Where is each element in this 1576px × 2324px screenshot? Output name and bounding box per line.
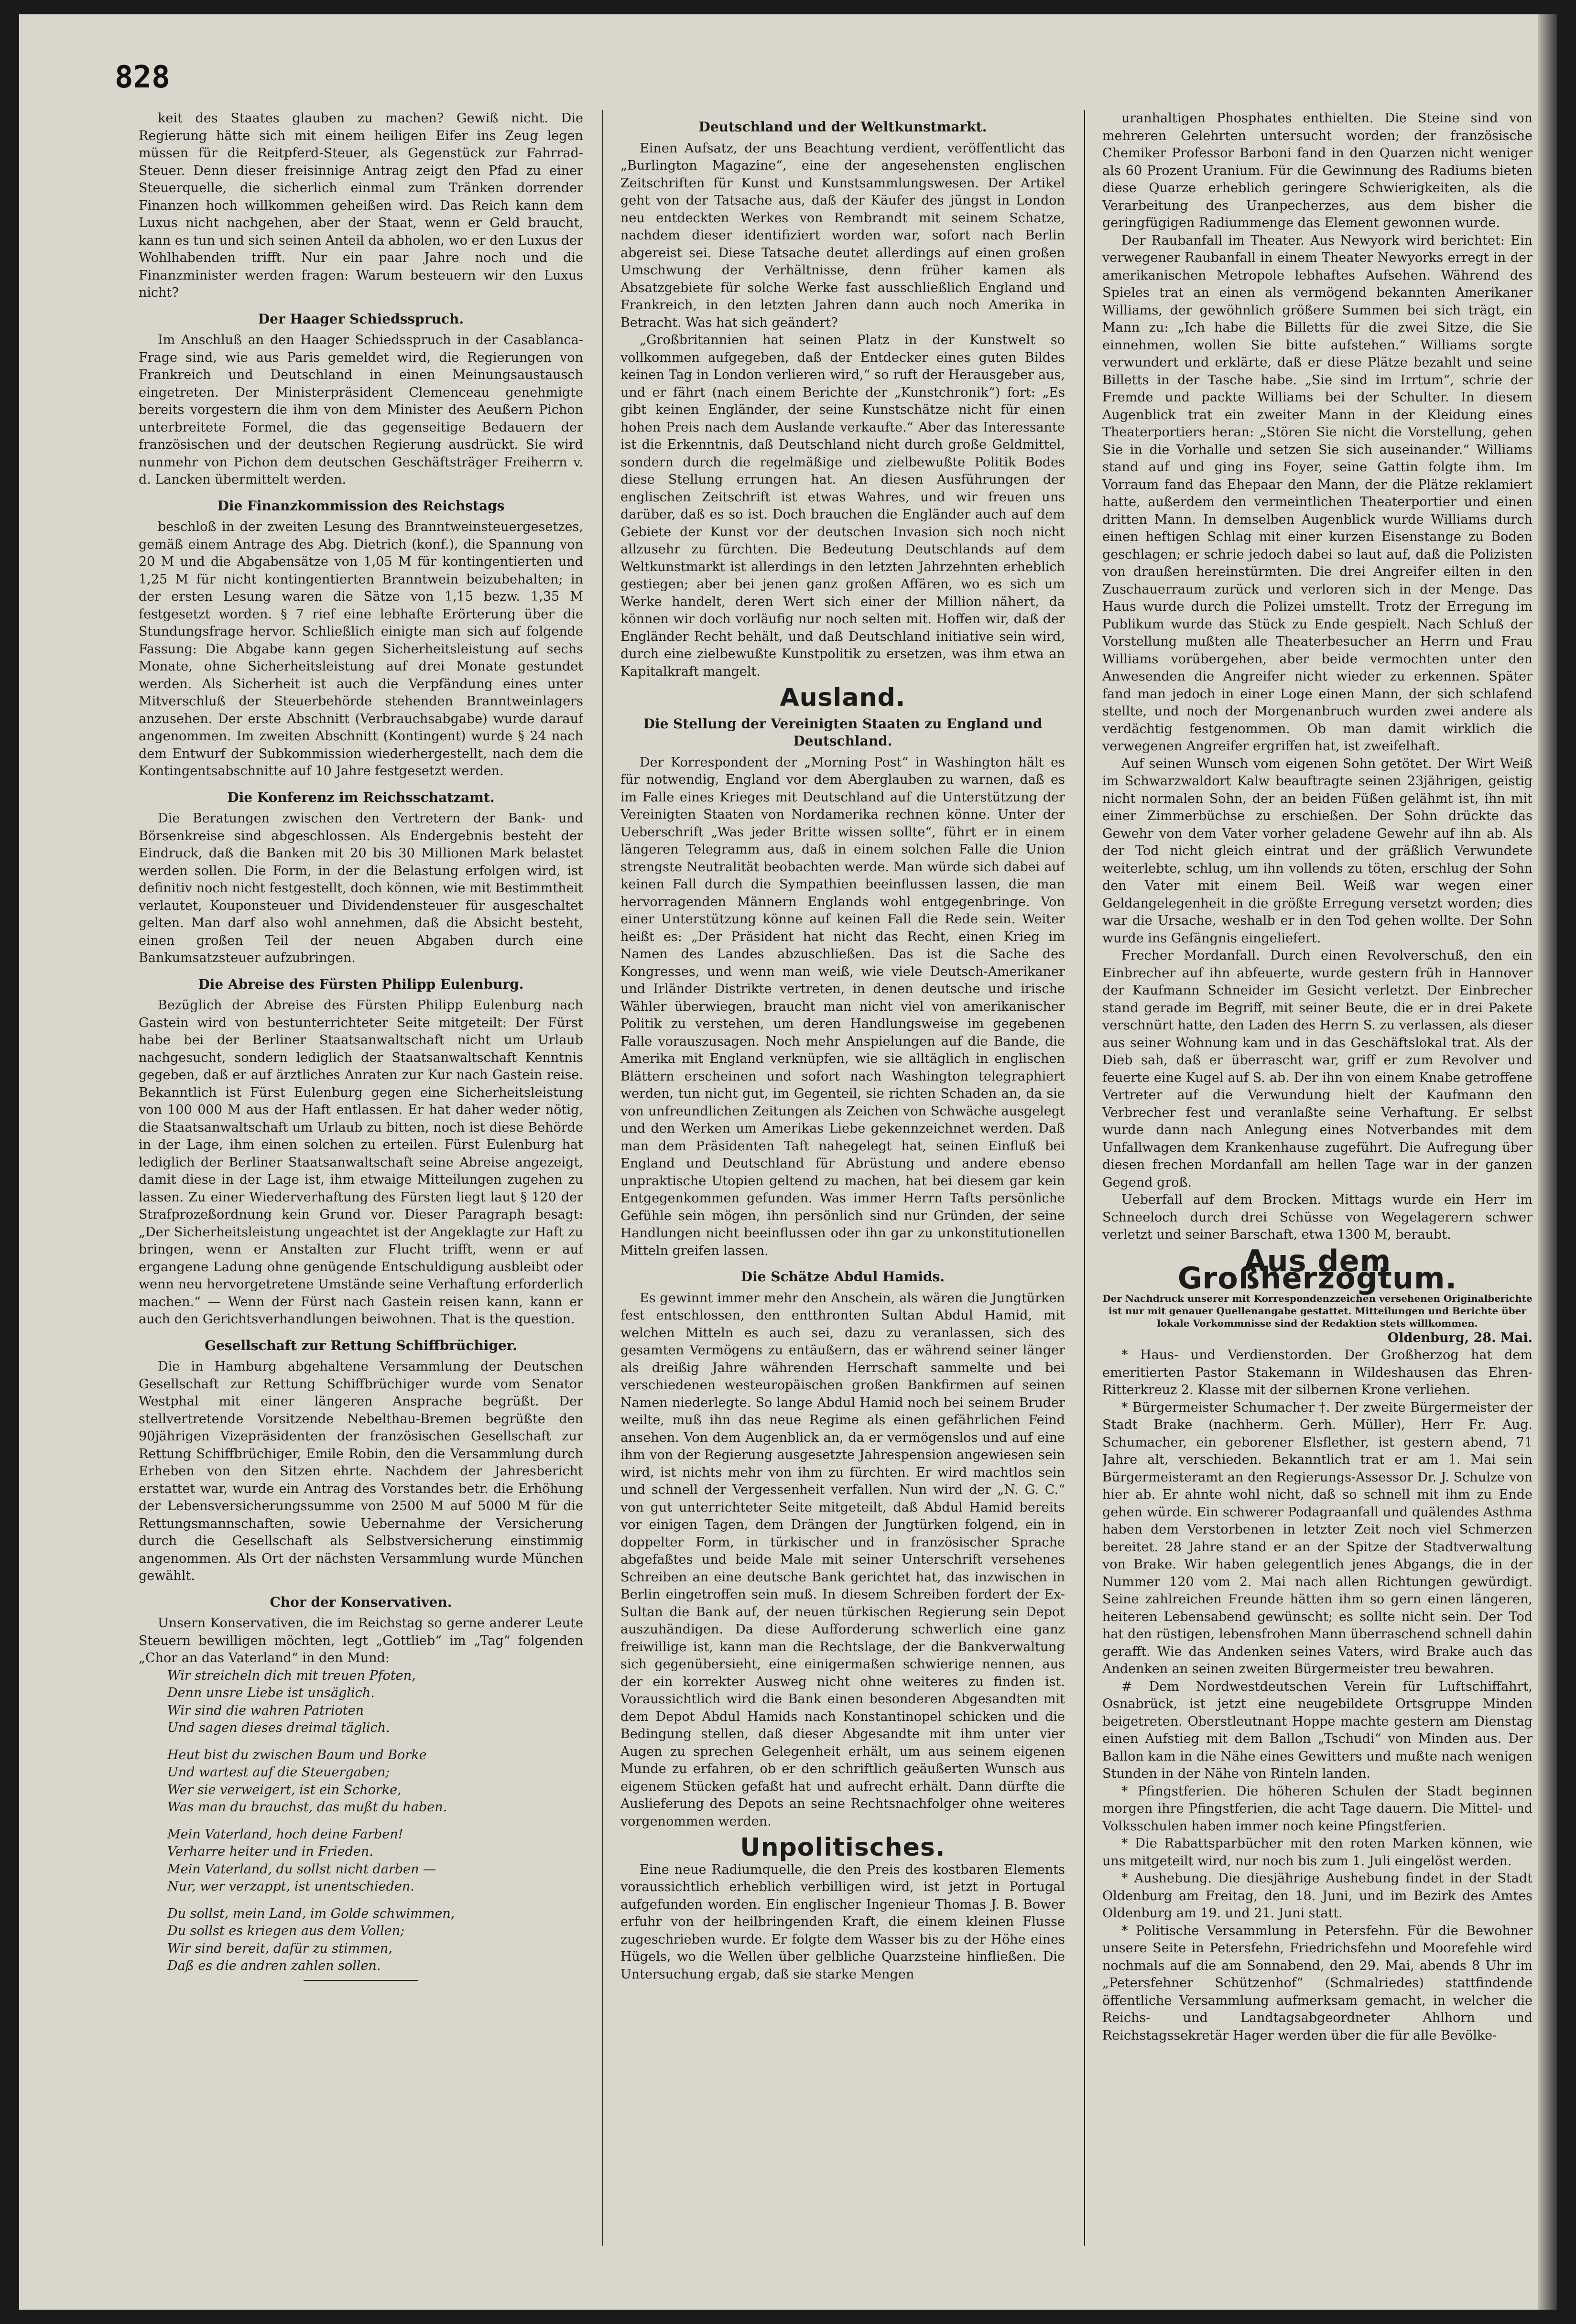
article-paragraph: Der Raubanfall im Theater. Aus Newyork wird berichtet: Ein verwegener Raubanfall in einem Theater Newyorks erregt in der amerikanischen Metropole lebhaftes Aufsehen. Während des Spieles trat an einen als vermögend bekannten Amerikaner Williams, der gewöhnlich größere Summen bei sich trägt, ein Mann zu: „Ich habe die Billetts für die zwei Sitze, die Sie einnehmen, wollen Sie bitte aufstehen.“ Williams sorgte verwundert und erklärte, daß er diese Plätze bezahlt und seine Billetts in der Tasche habe. „Sie sind im Irrtum“, schrie der Fremde und packte Williams bei der Schulter. In diesem Augenblick trat ein zweiter Mann in der Kleidung eines Theaterportiers heran: „Stören Sie nicht die Vorstellung, gehen Sie in die Vorhalle und setzen Sie sich auseinander.“ Williams stand auf und ging ins Foyer, seine Gattin folgte ihm. Im Vorraum fand das Ehepaar den Mann, der die Plätze reklamiert hatte, außerdem den vermeintlichen Theaterportier und einen dritten Mann. In demselben Augenblick wurde Williams durch einen heftigen Schlag mit einer kurzen Eisenstange zu Boden geschlagen; er schrie jedoch dabei so laut auf, daß die Polizisten von draußen hereinstürmten. Die drei Angreifer eilten in den Zuschauerraum zurück und verloren sich in der Menge. Das Haus wurde durch die Polizei umstellt. Trotz der Erregung im Publikum wurde das Stück zu Ende gespielt. Nach Schluß der Vorstellung mußten alle Theaterbesucher an Herrn und Frau Williams vorübergehen, aber beide vermochten unter den Anwesenden die Angreifer nicht wieder zu erkennen. Später fand man jedoch in einer Loge einen Mann, der sich schlafend stellte, und noch der Morgenanbruch wurden zwei andere als verdächtig festgenommen. Ob man damit wirklich die verwegenen Angreifer ergriffen hat, ist zweifelhaft.	[1102, 233, 1533, 754]
article-paragraph: # Dem Nordwestdeutschen Verein für Luftschiffahrt, Osnabrück, ist jetzt eine neugebildete Ortsgruppe Minden beigetreten. Oberstleutnant Hoppe machte gestern am Dienstag einen Aufstieg mit dem Ballon „Tschudi“ von Minden aus. Der Ballon kam in die Nähe eines Gewitters und mußte nach wenigen Stunden in der Nähe von Rinteln landen.	[1102, 1679, 1533, 1781]
article-paragraph: beschloß in der zweiten Lesung des Branntweinsteuergesetzes, gemäß einem Antrage des Abg. Dietrich (konf.), die Spannung von 20 M und die Abgabensätze von 1,05 M für kontingentierten und 1,25 M für nicht kontingentierten Branntwein beizubehalten; in der ersten Lesung waren die Sätze von 1,15 bezw. 1,35 M festgesetzt worden. § 7 rief eine lebhafte Erörterung über die Stundungsfrage hervor. Schließlich einigte man sich auf folgende Fassung: Die Abgabe kann gegen Sicherheitsleistung auf sechs Monate, ohne Sicherheitsleistung auf drei Monate gestundet werden. Als Sicherheit ist auch die Verpfändung eines unter Mitverschluß der Steuerbehörde stehenden Branntweinlagers anzusehen. Der erste Abschnitt (Verbrauchsabgabe) wurde darauf angenommen. Im zweiten Abschnitt (Kontingent) wurde § 24 nach dem Entwurf der Subkommission wiederhergestellt, nach dem die Kontingentsabschnitte auf 10 Jahre festgesetzt werden.	[139, 519, 583, 778]
article-paragraph: uranhaltigen Phosphates enthielten. Die Steine sind von mehreren Gelehrten untersucht worden; der französische Chemiker Professor Barboni fand in den Quarzen nicht weniger als 60 Prozent Uranium. Für die Gewinnung des Radiums bieten diese Quarze erheblich geringere Schwierigkeiten, als die Verarbeitung des Uranpecherzes, aus dem bisher die geringfügigen Radiummenge das Element gewonnen wurde.	[1102, 111, 1533, 230]
article-paragraph: * Haus- und Verdienstorden. Der Großherzog hat dem emeritierten Pastor Stakemann in Wildeshausen das Ehren-Ritterkreuz 2. Klasse mit der silbernen Krone verliehen.	[1102, 1348, 1533, 1397]
column-right	[1102, 110, 1533, 2251]
poem-line: Denn unsre Liebe ist unsäglich.	[167, 1686, 375, 1700]
poem-line: Du sollst, mein Land, im Golde schwimmen,	[167, 1906, 455, 1921]
article-heading: Deutschland und der Weltkunstmarkt.	[698, 119, 987, 135]
end-rule	[304, 1980, 418, 1981]
column-divider	[602, 110, 603, 2246]
poem	[139, 1667, 583, 1975]
poem-line: Daß es die andren zahlen sollen.	[167, 1958, 381, 1973]
article-paragraph: Bezüglich der Abreise des Fürsten Philipp Eulenburg nach Gastein wird von bestunterrichteter Seite mitgeteilt: Der Fürst habe bei der Berliner Staatsanwaltschaft nicht um Urlaub nachgesucht, sondern lediglich der Staatsanwaltschaft Kenntnis gegeben, daß er auf ärztliches Anraten zur Kur nach Gastein reise. Bekanntlich ist Fürst Eulenburg gegen eine Sicherheitsleistung von 100 000 M aus der Haft entlassen. Er hat daher weder nötig, die Staatsanwaltschaft um Urlaub zu bitten, noch ist diese Behörde in der Lage, ihm einen solchen zu erteilen. Fürst Eulenburg hat lediglich der Berliner Staatsanwaltschaft seine Abreise angezeigt, damit diese in der Lage ist, ihm etwaige Mitteilungen zugehen zu lassen. Zu einer Wiederverhaftung des Fürsten liegt laut § 120 der Strafprozeßordnung kein Grund vor. Dieser Paragraph besagt: „Der Sicherheitsleistung ungeachtet ist der Angeklagte zur Haft zu bringen, wenn er Anstalten zur Flucht trifft, wenn er auf ergangene Ladung ohne genügende Entschuldigung ausbleibt oder wenn neu hervorgetretene Umstände seine Verhaftung erforderlich machen.“ — Wenn der Fürst nach Gastein reisen kann, kann er auch den Gerichtsverhandlungen beiwohnen. That is the question.	[139, 998, 583, 1327]
poem-line: Wir sind die wahren Patrioten	[167, 1703, 364, 1718]
poem-line: Mein Vaterland, hoch deine Farben!	[167, 1827, 403, 1842]
section-heading-grossherzogtum: Aus dem Großherzogtum.	[1177, 1243, 1457, 1296]
poem-line: Nur, wer verzappt, ist unentschieden.	[167, 1879, 414, 1894]
book-spine-shadow	[1538, 14, 1557, 2310]
newspaper-page	[19, 14, 1557, 2310]
article-heading: Gesellschaft zur Rettung Schiffbrüchiger.	[205, 1337, 517, 1353]
article-paragraph: Frecher Mordanfall. Durch einen Revolverschuß, den ein Einbrecher auf ihn abfeuerte, wurde gestern früh in Hannover der Kaufmann Schneider im Gesicht verletzt. Der Einbrecher stand gerade im Begriff, mit seiner Beute, die er in drei Pakete verschnürt hatte, den Laden des Herrn S. zu verlassen, als dieser aus seiner Wohnung kam und in das Geschäftslokal trat. Als der Dieb sah, daß er überrascht war, griff er zum Revolver und feuerte eine Kugel auf S. ab. Der ihn von einem Knabe getroffene Vertreter auf die Verwundung hielt der Kaufmann den Verbrecher fest und veranlaßte seine Verhaftung. Er selbst wurde dann nach Anlegung eines Notverbandes mit dem Unfallwagen dem Krankenhause zugeführt. Die Aufregung über diesen frechen Mordanfall am hellen Tage war in der ganzen Gegend groß.	[1102, 948, 1533, 1190]
column-middle	[620, 110, 1065, 2251]
article-paragraph: Eine neue Radiumquelle, die den Preis des kostbaren Elements voraussichtlich erheblich verbilligen wird, ist jetzt in Portugal aufgefunden worden. Ein englischer Ingenieur Thomas J. B. Bower erfuhr von der heilbringenden Kraft, die einem kleinen Flusse zugeschrieben wurde. Er folgte dem Wasser bis zu der Höhe eines Hügels, wo die Wellen über gelbliche Quarzsteine hinfließen. Die Untersuchung ergab, daß sie starke Mengen	[620, 1862, 1065, 1982]
article-paragraph: Die Beratungen zwischen den Vertretern der Bank- und Börsenkreise sind abgeschlossen. Als Endergebnis besteht der Eindruck, daß die Banken mit 20 bis 30 Millionen Mark belastet werden sollen. Die Form, in der die Belastung erfolgen wird, ist definitiv noch nicht festgestellt, doch können, wie mit Bestimmtheit verlautet, Kouponsteuer und Dividendensteuer für ausgeschaltet gelten. Man darf also wohl annehmen, daß die Absicht besteht, einen großen Teil der neuen Abgaben durch eine Bankumsatzsteuer aufzubringen.	[139, 811, 583, 965]
poem-line: Und sagen dieses dreimal täglich.	[167, 1720, 390, 1735]
article-heading: Die Schätze Abdul Hamids.	[740, 1269, 945, 1285]
poem-line: Mein Vaterland, du sollst nicht darben —	[167, 1861, 436, 1877]
poem-line: Was man du brauchst, das mußt du haben.	[167, 1800, 447, 1815]
poem-line: Wer sie verweigert, ist ein Schorke,	[167, 1782, 402, 1797]
article-paragraph: * Die Rabattsparbücher mit den roten Marken können, wie uns mitgeteilt wird, nur noch bis zum 1. Juli eingelöst werden.	[1102, 1836, 1533, 1869]
article-paragraph: Auf seinen Wunsch vom eigenen Sohn getötet. Der Wirt Weiß im Schwarzwaldort Kalw beauftragte seinen 23jährigen, geistig nicht normalen Sohn, der an beiden Füßen gelähmt ist, ihn mit einer Zimmerbüchse zu erschießen. Der Sohn drückte das Gewehr von dem Vater vorher geladene Gewehr auf ihn ab. Als der Tod nicht gleich eintrat und der gräßlich Verwundete weiterlebte, schlug, um ihn vollends zu töten, erschlug der Sohn den Vater mit einem Beil. Weiß war wegen einer Geldangelegenheit in die größte Erregung versetzt worden; dies war die Ursache, weshalb er in den Tod gehen wollte. Der Sohn wurde ins Gefängnis eingeliefert.	[1102, 756, 1533, 946]
article-heading: Chor der Konservativen.	[270, 1594, 452, 1610]
article-heading: Die Konferenz im Reichsschatzamt.	[227, 789, 495, 805]
article-heading: Der Haager Schiedsspruch.	[258, 311, 464, 327]
column-left	[139, 110, 583, 2251]
column-divider	[1084, 110, 1085, 2246]
poem-line: Verharre heiter und in Frieden.	[167, 1844, 373, 1859]
poem-line: Du sollst es kriegen aus dem Vollen;	[167, 1924, 405, 1938]
article-paragraph: Die in Hamburg abgehaltene Versammlung der Deutschen Gesellschaft zur Rettung Schiffbrüchiger wurde vom Senator Westphal mit einer längeren Ansprache begrüßt. Der stellvertretende Vorsitzende Nebelthau-Bremen begrüßte den 90jährigen Vizepräsidenten der französischen Gesellschaft zur Rettung Schiffbrüchiger, Emile Robin, den die Versammlung durch Erheben von den Sitzen ehrte. Nachdem der Jahresbericht erstattet war, wurde ein Antrag des Vorstandes betr. die Erhöhung der Lebensversicherungssumme von 2500 M auf 5000 M für die Rettungsmannschaften, sowie Uebernahme der Versicherung durch die Gesellschaft als Selbstversicherung einstimmig angenommen. Als Ort der nächsten Versammlung wurde München gewählt.	[139, 1359, 583, 1583]
dateline: Oldenburg, 28. Mai.	[1387, 1330, 1533, 1345]
stanza-gap	[139, 1816, 583, 1826]
article-paragraph: Der Korrespondent der „Morning Post“ in Washington hält es für notwendig, England vor dem Aberglauben zu warnen, daß es im Falle eines Krieges mit Deutschland auf die Unterstützung der Vereinigten Staaten von Nordamerika rechnen könne. Unter der Ueberschrift „Was jeder Britte wissen sollte“, führt er in einem längeren Telegramm aus, daß in einem solchen Falle die Union strengste Neutralität beobachten werde. Man würde sich dabei auf keinen Fall durch die Sympathien beeinflussen lassen, die man hervorragenden Männern Englands wohl entgegenbringe. Von einer Unterstützung könne auf keinen Fall die Rede sein. Weiter heißt es: „Der Präsident hat nicht das Recht, einen Krieg im Namen des Landes abzuschließen. Das ist die Sache des Kongresses, und wenn man weiß, wie viele Deutsch-Amerikaner und Irländer Distrikte vertreten, in denen deutsche und irische Wähler überwiegen, braucht man nicht viel von amerikanischer Politik zu verstehen, um deren Handlungsweise im gegebenen Falle vorauszusagen. Noch mehr Anspielungen auf die Bande, die Amerika mit England verknüpfen, wie sie alltäglich in englischen Blättern erscheinen und sofort nach Washington telegraphiert werden, tun nicht gut, im Gegenteil, sie richten Schaden an, da sie von unfreundlichen Zeitungen als Zeichen von Schwäche ausgelegt und den Werken um Amerikas Liebe gekennzeichnet werden. Daß man dem Präsidenten Taft nahegelegt hat, seinen Einfluß bei England und Deutschland für Abrüstung und andere ebenso unpraktische Utopien geltend zu machen, hat bei diesem gar kein Entgegenkommen gefunden. Was immer Herrn Tafts persönliche Gefühle sein mögen, ihn persönlich sind nur Gründen, der seine Handlungen nicht beeinflussen oder ihn gar zu unkonstitutionellen Mitteln greifen lassen.	[620, 755, 1065, 1258]
article-paragraph: Im Anschluß an den Haager Schiedsspruch in der Casablanca-Frage sind, wie aus Paris gemeldet wird, die Regierungen von Frankreich und Deutschland in einen Meinungsaustausch eingetreten. Der Ministerpräsident Clemenceau genehmigte bereits vorgestern die ihm von dem Minister des Aeußern Pichon unterbreitete Formel, die das gegenseitige Bedauern der französischen und der deutschen Regierung ausdrückt. Sie wird nunmehr von Pichon dem deutschen Geschäftsträger Freiherrn v. d. Lancken übermittelt werden.	[139, 333, 583, 487]
poem-line: Wir sind bereit, dafür zu stimmen,	[167, 1941, 392, 1956]
reprint-notice: Der Nachdruck unserer mit Korrespondenzzeichen versehenen Originalberichte ist nur mit genauer Quellenangabe gestattet. Mitteilungen und Berichte über lokale Vorkommnisse sind der Redaktion stets willkommen.	[1102, 1292, 1533, 1329]
article-paragraph: Ueberfall auf dem Brocken. Mittags wurde ein Herr im Schneeloch durch drei Schüsse von Wegelagerern schwer verletzt und seiner Barschaft, etwa 1300 M, beraubt.	[1102, 1192, 1533, 1242]
poem-line: Wir streicheln dich mit treuen Pfoten,	[167, 1668, 416, 1683]
article-paragraph: Es gewinnt immer mehr den Anschein, als wären die Jungtürken fest entschlossen, den entthronten Sultan Abdul Hamid, mit welchen Mitteln es auch sei, dazu zu veranlassen, sich des gesamten Vermögens zu entäußern, das er während seiner länger als dreißig Jahre währenden Herrschaft sammelte und bei verschiedenen westeuropäischen großen Bankfirmen auf seinen Namen niederlegte. So lange Abdul Hamid noch bei seinem Bruder weilte, muß ihn das neue Regime als einen gefährlichen Feind ansehen. Von dem Augenblick an, da er vermögenslos und auf eine ihm von der Regierung ausgesetzte Jahrespension angewiesen sein wird, ist nichts mehr von ihm zu fürchten. Er wird machtlos sein und schnell der Vergessenheit verfallen. Nun wird der „N. G. C.“ von gut unterrichteter Seite mitgeteilt, daß Abdul Hamid bereits vor einigen Tagen, dem Drängen der Jungtürken folgend, ein in doppelter Form, in türkischer und in französischer Sprache abgefaßtes und beide Male mit seiner Unterschrift versehenes Schreiben an eine deutsche Bank gerichtet hat, das inzwischen in Berlin eingetroffen sein muß. In diesem Schreiben fordert der Ex-Sultan die Bank auf, der neuen türkischen Regierung sein Depot auszuhändigen. Da diese Aufforderung schwerlich eine ganz freiwillige ist, kann man die Rechtslage, der die Bankverwaltung sich gegenübersieht, eine einigermaßen schwierige nennen, aus der ein korrekter Ausweg nicht ohne weiteres zu finden ist. Voraussichtlich wird die Bank einen besonderen Abgesandten mit dem Depot Abdul Hamids nach Konstantinopel schicken und die Bedingung stellen, daß dieser Abgesandte mit ihm unter vier Augen zu sprechen Gelegenheit erhält, um aus seinem eigenen Munde zu erfahren, ob er den schriftlich geäußerten Wunsch aus eigenem Stücken gefaßt hat und aufrecht erhält. Dann dürfte die Auslieferung des Depots an seine Rechtsnachfolger ohne weiteres vorgenommen werden.	[620, 1290, 1065, 1829]
article-paragraph: Einen Aufsatz, der uns Beachtung verdient, veröffentlicht das „Burlington Magazine“, eine der angesehensten englischen Zeitschriften für Kunst und Kunstsammlungswesen. Der Artikel geht von der Tatsache aus, daß der Käufer des jüngst in London neu entdeckten Werkes von Rembrandt mit seinem Schatze, nachdem dieser identifiziert worden war, sofort nach Berlin abgereist sei. Diese Tatsache deutet allerdings auf einen großen Umschwung der Verhältnisse, denn früher kamen als Absatzgebiete für solche Werke fast ausschließlich England und Frankreich, in den letzten Jahren dann auch noch Amerika in Betracht. Was hat sich geändert?	[620, 141, 1065, 330]
article-paragraph: * Bürgermeister Schumacher †. Der zweite Bürgermeister der Stadt Brake (nachherm. Gerh. Müller), Herr Fr. Aug. Schumacher, ein geborener Elsflether, ist gestern abend, 71 Jahre alt, verschieden. Bekanntlich trat er am 1. Mai sein Bürgermeisteramt an den Regierungs-Assessor Dr. J. Schulze von hier ab. Er ahnte wohl nicht, daß so schnell mit ihm zu Ende gehen würde. Ein schwerer Podagraanfall und quälendes Asthma haben dem Verstorbenen in letzter Zeit noch viel Schmerzen bereitet. 28 Jahre stand er an der Spitze der Stadtverwaltung von Brake. Wir haben gelegentlich jenes Abgangs, die in der Nummer 120 vom 2. Mai nach allen Richtungen gewürdigt. Seine zahlreichen Freunde hätten ihm so gern einen längeren, heiteren Lebensabend gewünscht; es sollte nicht sein. Der Tod hat den rüstigen, lebensfrohen Mann überraschend schnell dahin gerafft. Wie das Andenken seines Vaters, wird Brake auch das Andenken an seinen zweiten Bürgermeister treu bewahren.	[1102, 1400, 1533, 1676]
article-heading: Die Stellung der Vereinigten Staaten zu England und Deutschland.	[643, 715, 1043, 749]
article-paragraph: * Pfingstferien. Die höheren Schulen der Stadt beginnen morgen ihre Pfingstferien, die acht Tage dauern. Die Mittel- und Volksschulen haben immer noch keine Pfingstferien.	[1102, 1784, 1533, 1834]
article-paragraph: * Politische Versammlung in Petersfehn. Für die Bewohner unsere Seite in Petersfehn, Friedrichsfehn und Moorefehle wird nochmals auf die am Sonnabend, den 29. Mai, abends 8 Uhr im „Petersfehner Schützenhof“ (Schmalriedes) stattfindende öffentliche Versammlung aufmerksam gemacht, in welcher die Reichs- und Landtagsabgeordneter Ahlhorn und Reichstagssekretär Hager werden über die für alle Bevölke-	[1102, 1923, 1533, 2043]
article-heading: Die Finanzkommission des Reichstags	[217, 497, 505, 514]
article-paragraph: keit des Staates glauben zu machen? Gewiß nicht. Die Regierung hätte sich mit einem heiligen Eifer ins Zeug legen müssen für die Reitpferd-Steuer, als Gegenstück zur Fahrrad-Steuer. Denn dieser freisinnige Antrag zeigt den Pfad zu einer Steuerquelle, die sicherlich einmal zum Tränken dorrender Finanzen hoch willkommen geheißen wird. Das Reich kann dem Luxus nicht nachgehen, aber der Staat, wenn er Geld braucht, kann es tun und sich seinen Anteil da abholen, wo er den Luxus der Wohlhabenden trifft. Nur ein paar Jahre noch und die Finanzminister werden fragen: Warum besteuern wir den Luxus nicht?	[139, 111, 583, 300]
poem-line: Und wartest auf die Steuergaben;	[167, 1765, 390, 1780]
article-heading: Die Abreise des Fürsten Philipp Eulenburg.	[198, 976, 524, 992]
page-number: 828	[115, 60, 170, 95]
stanza-gap	[139, 1896, 583, 1905]
section-heading-ausland: Ausland.	[780, 683, 906, 712]
stanza-gap	[139, 1737, 583, 1747]
section-heading-unpolitisches: Unpolitisches.	[740, 1833, 946, 1862]
article-paragraph: * Aushebung. Die diesjährige Aushebung findet in der Stadt Oldenburg am Freitag, den 18. Juni, und im Bezirk des Amtes Oldenburg am 19. und 21. Juni statt.	[1102, 1871, 1533, 1921]
article-paragraph: Unsern Konservativen, die im Reichstag so gerne anderer Leute Steuern bewilligen möchten, legt „Gottlieb“ im „Tag“ folgenden „Chor an das Vaterland“ in den Mund:	[139, 1616, 583, 1665]
poem-line: Heut bist du zwischen Baum und Borke	[167, 1747, 427, 1762]
article-paragraph: „Großbritannien hat seinen Platz in der Kunstwelt so vollkommen aufgegeben, daß der Entdecker eines guten Bildes keinen Tag in London verlieren wird,“ so ruft der Herausgeber aus, und er fährt (nach einem Berichte der „Kunstchronik“) fort: „Es gibt keinen Engländer, der seine Kunstschätze nicht für einen hohen Preis nach dem Auslande verkaufte.“ Aber das Interessante ist die Erkenntnis, daß Deutschland nicht durch große Geldmittel, sondern durch die regelmäßige und zielbewußte Politik Bodes diese Stellung errungen hat. An diesen Ausführungen der englischen Zeitschrift ist etwas Wahres, und wir freuen uns darüber, daß es so ist. Doch brauchen die Engländer auch auf dem Gebiete der Kunst vor der deutschen Invasion sich noch nicht allzusehr zu fürchten. Die Bedeutung Deutschlands auf dem Weltkunstmarkt ist allerdings in den letzten Jahrzehnten erheblich gestiegen; aber bei jenen ganz großen Affären, wo es sich um Werke handelt, deren Wert sich einer der Million nähert, da können wir doch vorläufig nur noch selten mit. Hoffen wir, daß der Engländer Recht behält, und daß Deutschland initiative sein wird, durch eine zielbewußte Kunstpolitik zu ersetzen, was ihm etwa an Kapitalkraft mangelt.	[620, 333, 1065, 679]
